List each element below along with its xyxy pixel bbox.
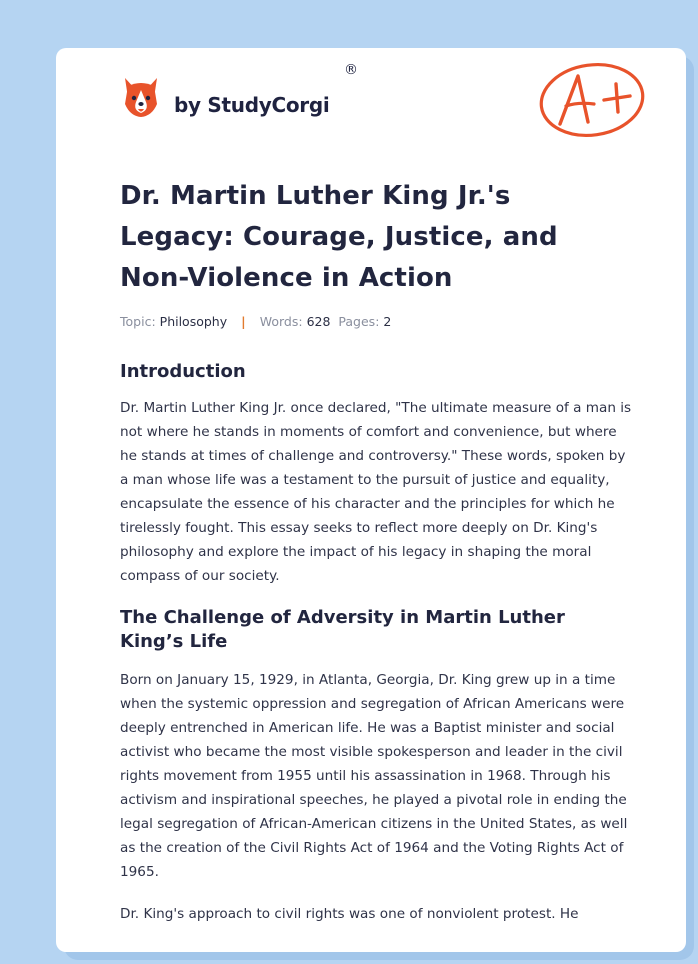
brand-name: by StudyCorgi — [174, 93, 330, 117]
registered-mark: ® — [344, 62, 358, 78]
paragraph: Born on January 15, 1929, in Atlanta, Georgia, Dr. King grew up in a time when the systemic oppression and segregation of African Americans were deeply entrenched in American life. He was a Baptist minister and social activist who became the most visible spokesperson and leader in the civil rights movement from 1955 until his assassination in 1968. Through his activism and inspirational speeches, he played a pivotal role in ending the legal segregation of African-American citizens in the United States, as well as the creation of the Civil Rights Act of 1964 and the Voting Rights Act of 1965. — [120, 672, 628, 880]
paragraph: Dr. Martin Luther King Jr. once declared, "The ultimate measure of a man is not where he stands in moments of comfort and convenience, but where he stands at times of challenge and controversy." These words, spoken by a man whose life was a testament to the pursuit of justice and equality, encapsulate the essence of his character and the principles for which he tirelessly fought. This essay seeks to reflect more deeply on Dr. King's philosophy and explore the impact of his legacy in shaping the moral compass of our society. — [120, 400, 632, 584]
essay-content — [120, 176, 632, 926]
topic-link[interactable]: Philosophy — [159, 314, 228, 329]
document-page — [56, 48, 686, 952]
words-count: 628 — [306, 314, 331, 329]
a-plus-badge-icon — [538, 60, 648, 140]
section-heading-challenge: The Challenge of Adversity in Martin Luther King’s Life — [120, 607, 565, 652]
corgi-icon — [122, 76, 160, 120]
words-label: Words: — [259, 314, 303, 329]
pages-count: 2 — [383, 314, 392, 329]
paragraph: Dr. King's approach to civil rights was one of nonviolent protest. He — [120, 906, 579, 922]
meta-separator: | — [241, 314, 246, 329]
section-heading-introduction: Introduction — [120, 361, 246, 382]
essay-title: Dr. Martin Luther King Jr.'s Legacy: Courage, Justice, and Non-Violence in Action — [120, 181, 558, 293]
studycorgi-logo[interactable] — [122, 76, 329, 120]
topic-label: Topic: — [120, 314, 156, 329]
essay-meta — [120, 314, 632, 329]
pages-label: Pages: — [338, 314, 380, 329]
